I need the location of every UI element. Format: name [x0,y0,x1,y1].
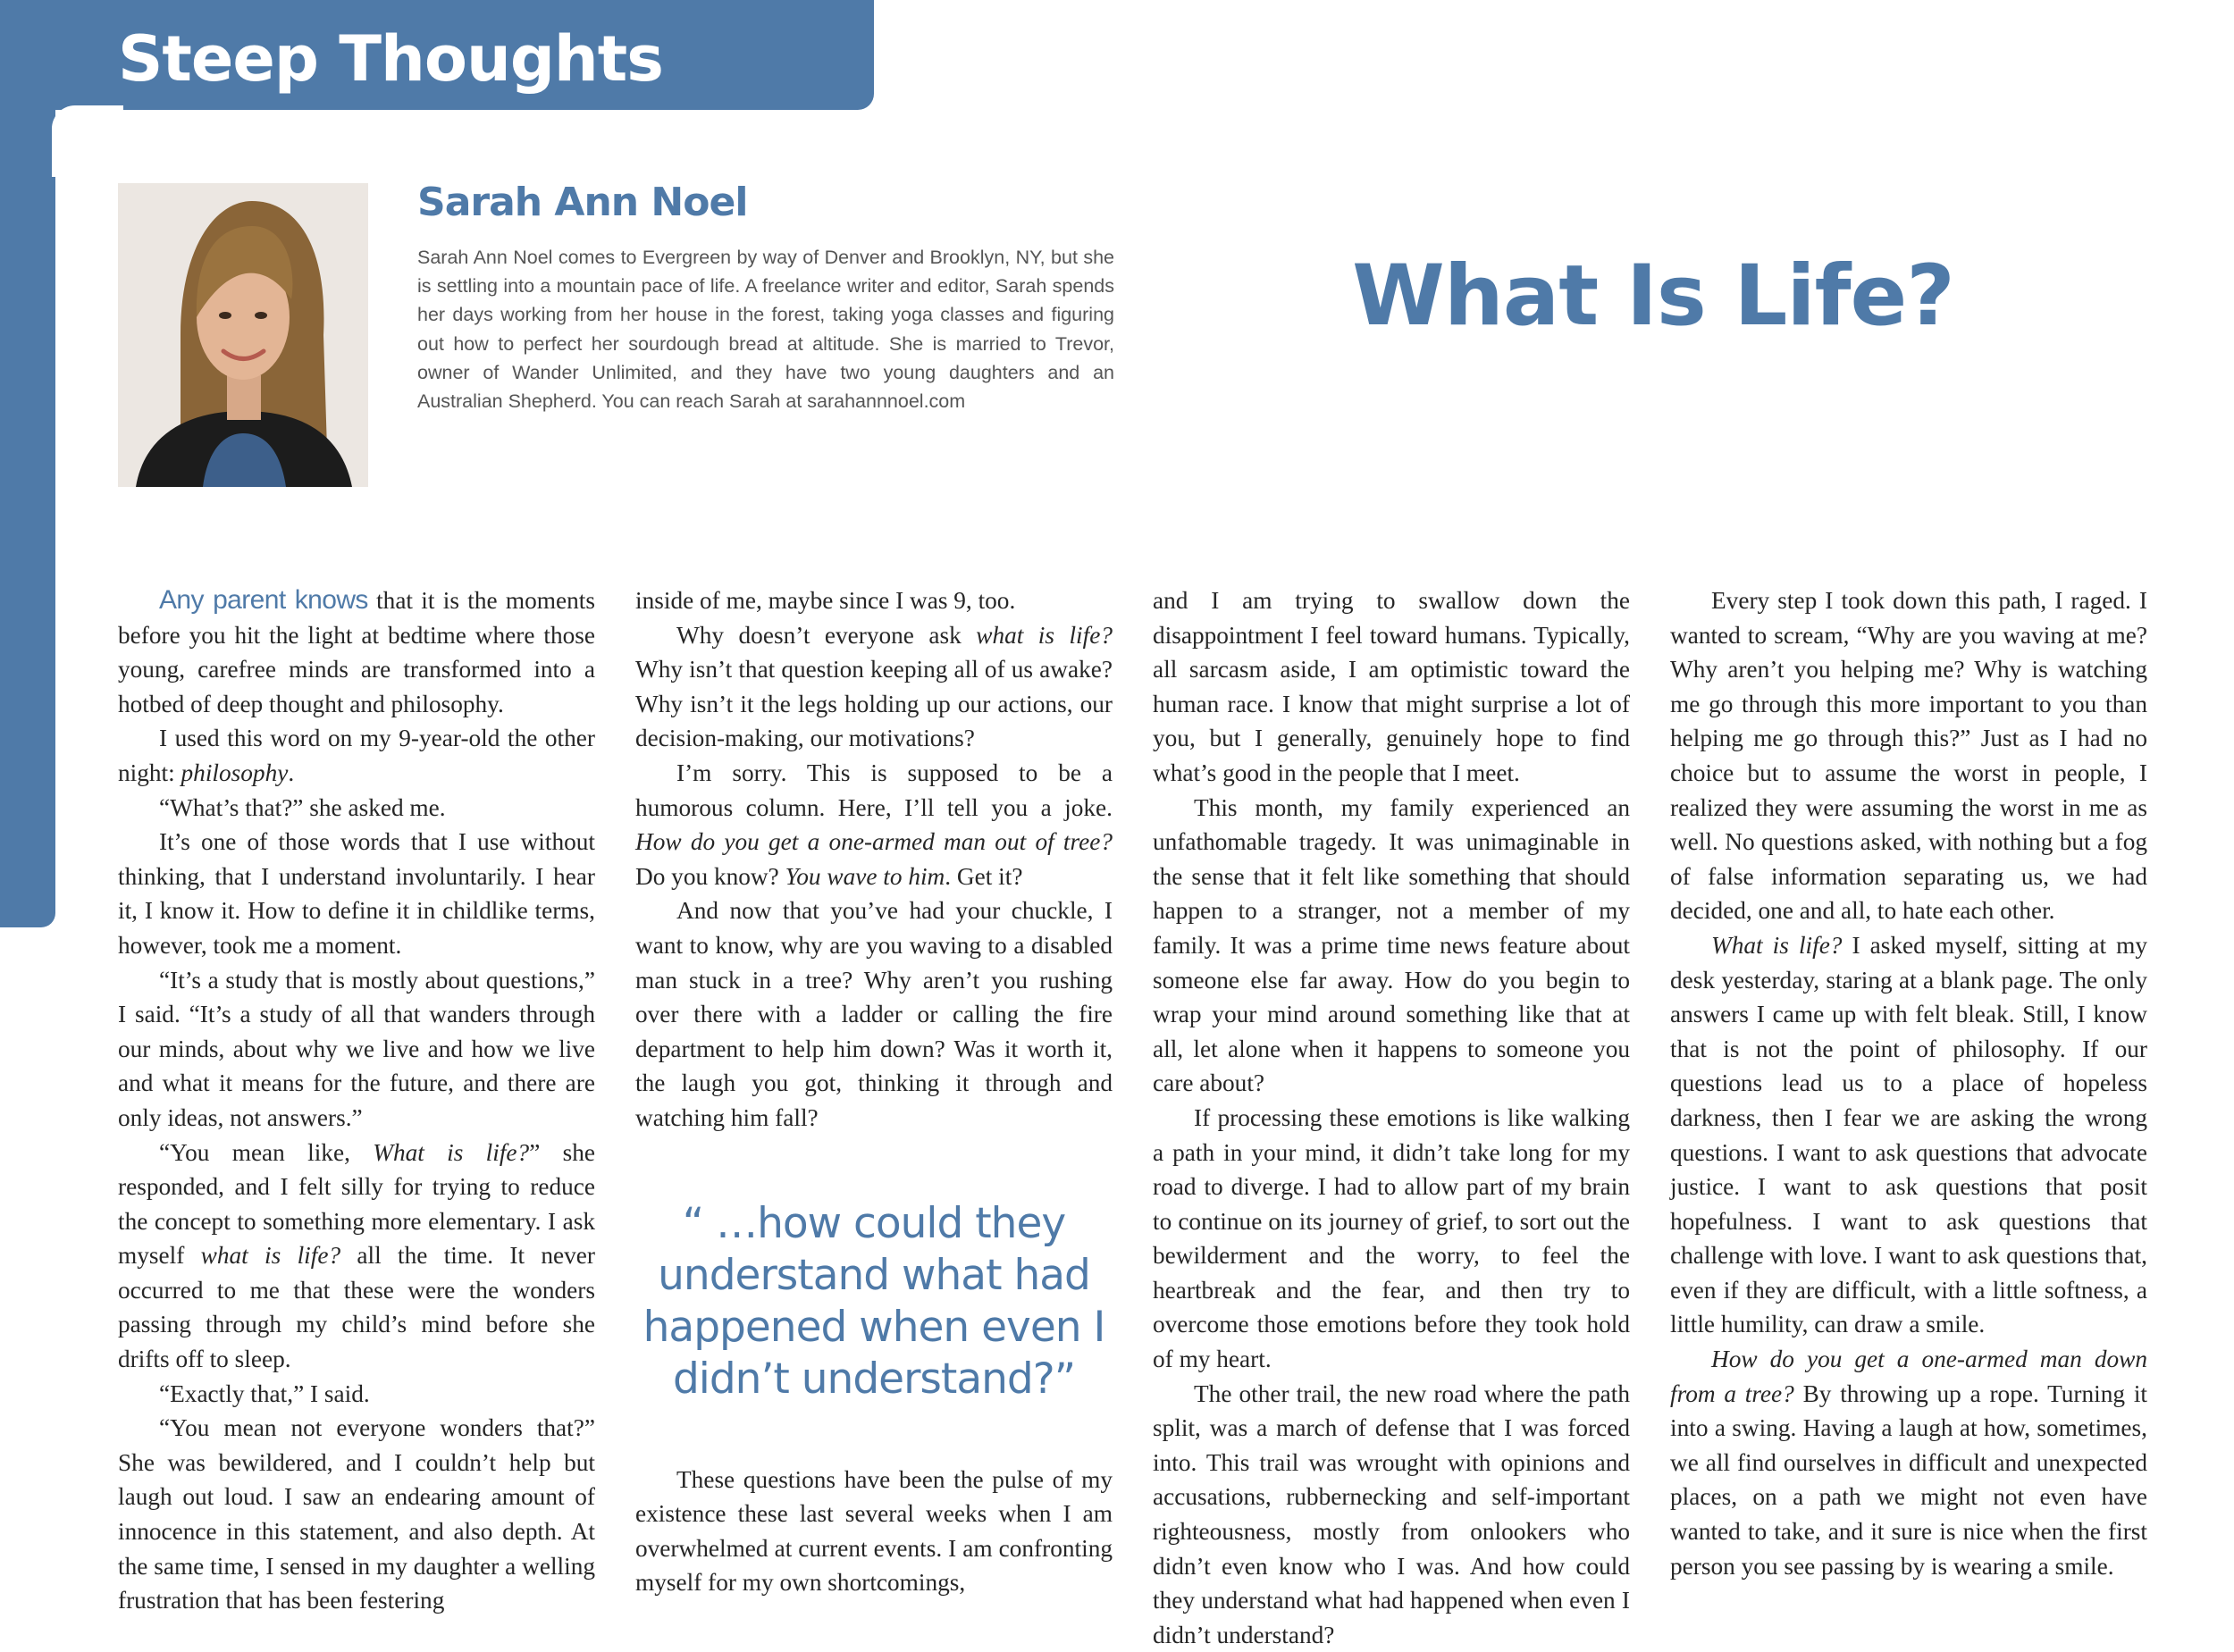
lead-in: Any parent knows [159,585,368,615]
author-photo [118,183,368,487]
section-title: Steep Thoughts [118,22,663,96]
paragraph: It’s one of those words that I use without thinking, that I understand involuntarily. I hear it, I know it. How to define it in childlike terms, however, took me a moment. [118,828,595,959]
article-column-3 [1153,583,1630,1648]
paragraph: I used this word on my 9-year-old the other night: philosophy. [118,725,595,786]
author-name: Sarah Ann Noel [417,180,748,225]
author-bio: Sarah Ann Noel comes to Evergreen by way of Denver and Brooklyn, NY, but she is settling into a mountain pace of life. A freelance writer and editor, Sarah spends her days working from her house in the forest, taking yoga classes and figuring out how to perfect her sourdough bread at altitude. She is married to Trevor, owner of Wander Unlimited, and they have two young daughters and an Australian Shepherd. You can reach Sarah at sarahannnoel.com [417,247,1114,413]
paragraph: “You mean like, What is life?” she responded, and I felt silly for trying to reduce the concept to something more elementary. I ask myself what is life? all the time. It never occurred to me that these were the wonders passing through my child’s mind before she drifts off to sleep. [118,1138,596,1373]
section-header-tab [0,0,874,110]
paragraph: Any parent knows that it is the moments before you hit the light at bedtime where those young, carefree minds are transformed into a hotbed of deep thought and philosophy. [118,585,595,717]
paragraph: What is life? I asked myself, sitting at my desk yesterday, staring at a blank page. The only answers I came up with felt bleak. Still, I know that is not the point of philosophy. If our questions lead us to a place of hopeless darkness, then I fear we are asking the wrong questions. I want to ask questions that advocate justice. I want to ask questions that posit hopefulness. I want to ask questions that challenge with love. I want to ask questions that, even if they are difficult, with a little softness, a little humility, can draw a smile. [1670,931,2148,1338]
author-portrait-icon [118,183,368,487]
article-column-2 [635,583,1113,1629]
paragraph: How do you get a one-armed man down from a tree? By throwing up a rope. Turning it into a swing. Having a laugh at how, sometimes, we all find ourselves in difficult and unexpected places, on a path we might not even have wanted to take, and it sure is nice when the first person you see passing by is wearing a smile. [1670,1346,2147,1580]
article-headline: What Is Life? [1352,247,1954,345]
side-accent-bar [0,107,55,927]
side-bar-corner [52,105,123,177]
paragraph: “What’s that?” she asked me. [159,793,446,821]
paragraph: “You mean not everyone wonders that?” She was bewildered, and I couldn’t help but laugh out loud. I saw an endearing amount of innocence in this statement, and also depth. At the same time, I sensed in my daughter a welling frustration that has been festering [118,1414,595,1614]
paragraph: These questions have been the pulse of my existence these last several weeks when I am overwhelmed at current events. I am confronting myself for my own shortcomings, [635,1465,1113,1597]
paragraph: If processing these emotions is like walking a path in your mind, it didn’t take long for my road to diverge. I had to allow part of my brain to continue on its journey of grief, to sort out the bewilderment and the worry, to feel the heartbreak and the fear, and then try to overcome those emotions before they took hold of my heart. [1153,1103,1630,1373]
paragraph: And now that you’ve had your chuckle, I want to know, why are you waving to a disabled man stuck in a tree? Why aren’t you rushing over there with a ladder or calling the fire department to help him down? Was it worth it, the laugh you got, thinking it through and watching him fall? [635,897,1113,1131]
paragraph: Why doesn’t everyone ask what is life? Why isn’t that question keeping all of us awake? Why isn’t it the legs holding up our actions, our decision-making, our motivations? [635,621,1113,752]
article-column-1 [118,583,595,1629]
paragraph: and I am trying to swallow down the disappointment I feel toward humans. Typically, all sarcasm aside, I am optimistic toward the human race. I know that might surprise a lot of you, but I generally, genuinely hope to find what’s good in the people that I meet. [1153,587,1630,786]
pull-quote: “ …how could they understand what had happened when even I didn’t understand?” [642,1198,1105,1404]
paragraph: The other trail, the new road where the path split, was a march of defense that I was forced into. This trail was wrought with opinions and accusations, rubbernecking and self-important righteousness, mostly from onlookers who didn’t even know who I was. And how could they understand what had happened when even I didn’t understand? [1153,1379,1630,1648]
paragraph: I’m sorry. This is supposed to be a humorous column. Here, I’ll tell you a joke. How do you get a one-armed man out of tree? Do you know? You wave to him. Get it? [635,759,1113,890]
paragraph: “Exactly that,” I said. [159,1379,370,1407]
article-column-4 [1670,583,2147,1629]
paragraph: inside of me, maybe since I was 9, too. [635,587,1016,614]
paragraph: This month, my family experienced an unfathomable tragedy. It was unimaginable in the sense that it felt like something that should happen to a stranger, not a member of my family. It was a prime time news feature about someone else far away. How do you begin to wrap your mind around something like that at all, let alone when it happens to someone you care about? [1153,793,1630,1097]
paragraph: Every step I took down this path, I raged. I wanted to scream, “Why are you waving at me? Why aren’t you helping me? Why is watching me go through this more important to you than helping me go through this?” Just as I had no choice but to assume the worst in people, I realized they were assuming the worst in me as well. No questions asked, with nothing but a fog of false information separating us, we had decided, one and all, to hate each other. [1670,587,2147,925]
paragraph: “It’s a study that is mostly about questions,” I said. “It’s a study of all that wanders through our minds, about why we live and how we live and what it means for the future, and there are only ideas, not answers.” [118,966,595,1131]
